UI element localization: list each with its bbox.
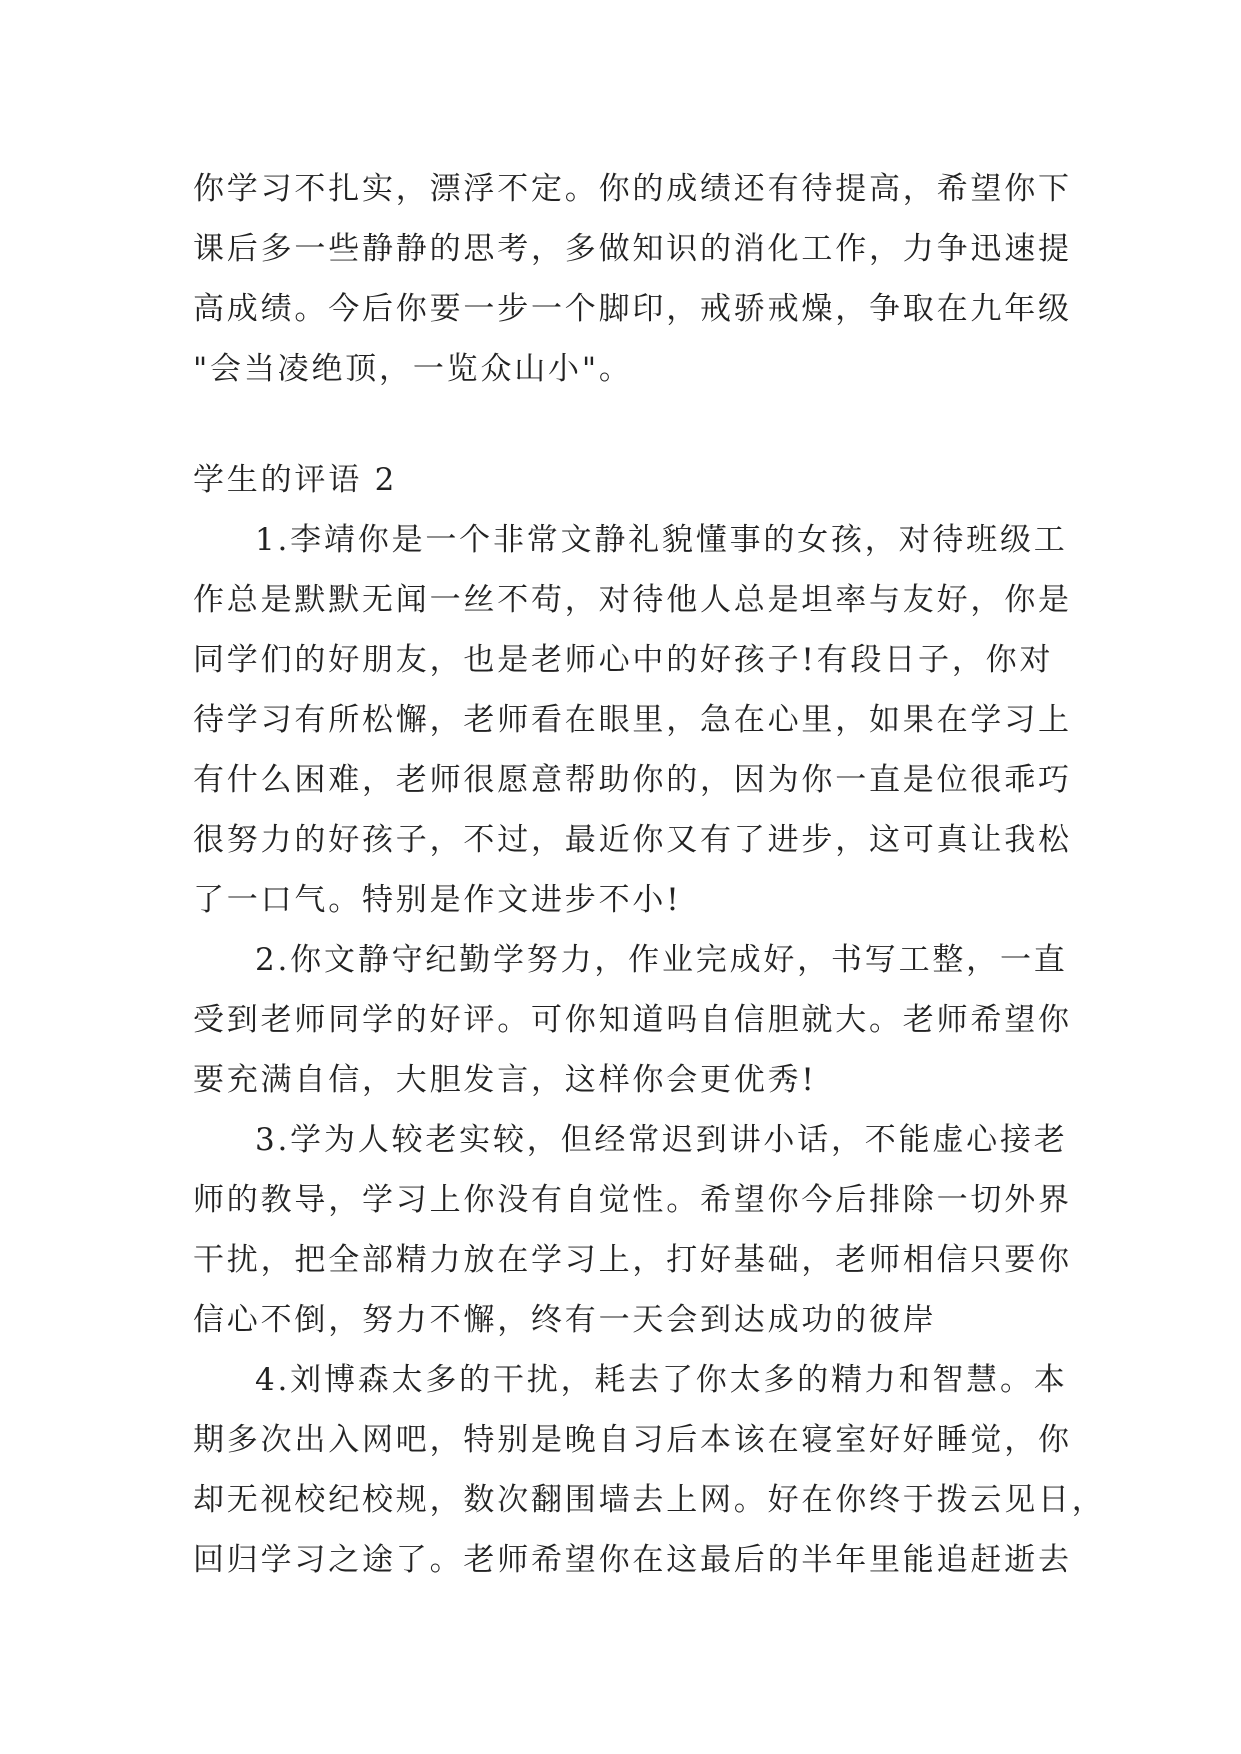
comment-item-1 — [193, 510, 1072, 930]
text-line: 你学习不扎实，漂浮不定。你的成绩还有待提高，希望你下 — [193, 171, 1072, 207]
continued-paragraph — [193, 159, 1072, 399]
text-line: 回归学习之途了。老师希望你在这最后的半年里能追赶逝去 — [193, 1542, 1072, 1578]
text-line: 2.你文静守纪勤学努力，作业完成好，书写工整，一直 — [255, 942, 1068, 978]
text-line: 有什么困难，老师很愿意帮助你的，因为你一直是位很乖巧 — [193, 762, 1072, 798]
text-line: "会当凌绝顶，一览众山小"。 — [193, 351, 633, 387]
text-line: 信心不倒，努力不懈，终有一天会到达成功的彼岸 — [193, 1302, 937, 1338]
comment-item-2 — [193, 930, 1072, 1110]
text-line: 干扰，把全部精力放在学习上，打好基础，老师相信只要你 — [193, 1242, 1072, 1278]
text-line: 4.刘博森太多的干扰，耗去了你太多的精力和智慧。本 — [255, 1362, 1068, 1398]
text-line: 3.学为人较老实较，但经常迟到讲小话，不能虚心接老 — [255, 1122, 1068, 1158]
text-line: 师的教导，学习上你没有自觉性。希望你今后排除一切外界 — [193, 1182, 1072, 1218]
section-heading: 学生的评语 2 — [193, 462, 398, 498]
comment-item-3 — [193, 1110, 1072, 1350]
text-line: 了一口气。特别是作文进步不小! — [193, 882, 682, 918]
text-line: 待学习有所松懈，老师看在眼里，急在心里，如果在学习上 — [193, 702, 1072, 738]
text-line: 同学们的好朋友，也是老师心中的好孩子!有段日子，你对 — [193, 642, 1054, 678]
text-line: 很努力的好孩子，不过，最近你又有了进步，这可真让我松 — [193, 822, 1072, 858]
comment-item-4 — [193, 1350, 1106, 1590]
text-line: 高成绩。今后你要一步一个脚印，戒骄戒燥，争取在九年级 — [193, 291, 1072, 327]
text-line: 要充满自信，大胆发言，这样你会更优秀! — [193, 1062, 817, 1098]
text-line: 作总是默默无闻一丝不苟，对待他人总是坦率与友好，你是 — [193, 582, 1072, 618]
text-line: 受到老师同学的好评。可你知道吗自信胆就大。老师希望你 — [193, 1002, 1072, 1038]
text-line: 期多次出入网吧，特别是晚自习后本该在寝室好好睡觉，你 — [193, 1422, 1072, 1458]
text-line: 1.李靖你是一个非常文静礼貌懂事的女孩，对待班级工 — [255, 522, 1068, 558]
text-line: 却无视校纪校规，数次翻围墙去上网。好在你终于拨云见日， — [193, 1482, 1106, 1518]
section-heading-block — [193, 450, 1049, 510]
comment-list — [193, 510, 1106, 1590]
text-line: 课后多一些静静的思考，多做知识的消化工作，力争迅速提 — [193, 231, 1072, 267]
